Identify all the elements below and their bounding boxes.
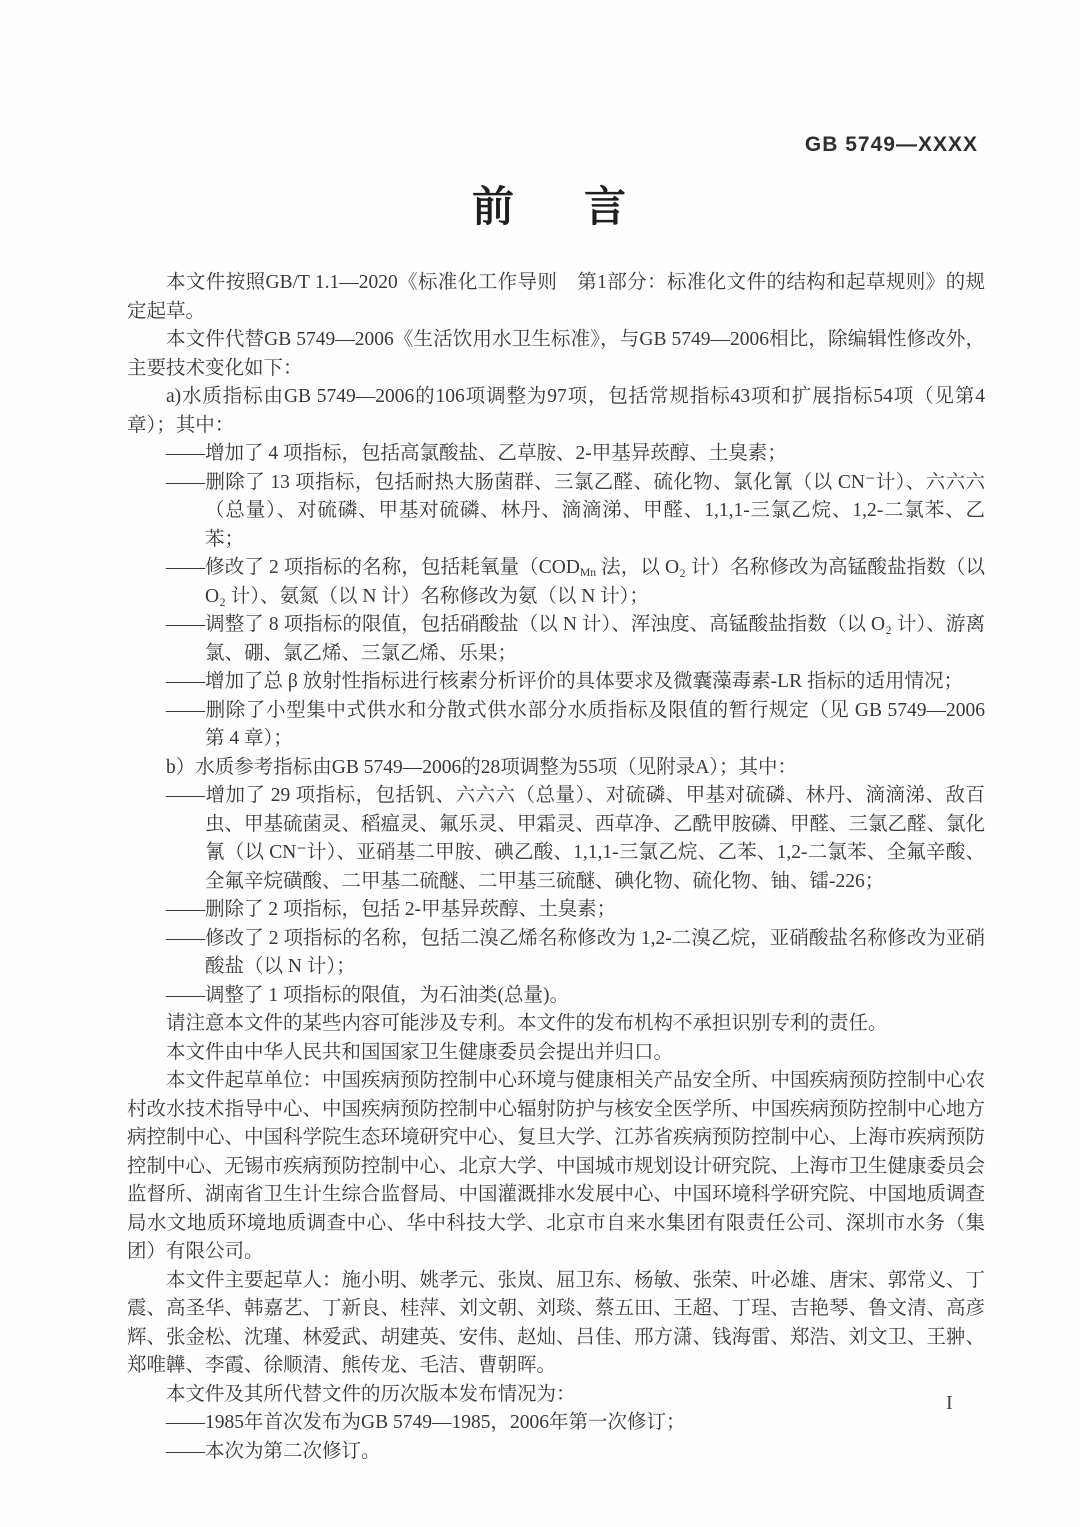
- dash-item: ——调整了 1 项指标的限值，为石油类(总量)。: [166, 984, 569, 1006]
- doc-code: GB 5749—XXXX: [804, 133, 978, 156]
- paragraph: 本文件由中华人民共和国国家卫生健康委员会提出并归口。: [166, 1041, 674, 1063]
- paragraph: 本文件及其所代替文件的历次版本发布情况为：: [166, 1383, 576, 1405]
- dash-item: [127, 554, 985, 611]
- paragraph: 本文件主要起草人：施小明、姚孝元、张岚、屈卫东、杨敏、张荣、叶必雄、唐宋、郭常义、丁震、高圣华、韩嘉艺、丁新良、桂萍、刘文朝、刘琰、蔡五田、王超、丁珵、吉艳琴、鲁文清、高彦辉、张金松、沈瑾、林爱武、胡建英、安伟、赵灿、吕佳、邢方潇、钱海雷、郑浩、刘文卫、王翀、郑唯韡、李霞、徐顺清、熊传龙、毛洁、曹朝晖。: [127, 1269, 986, 1376]
- page-title: 前 言: [471, 183, 640, 230]
- paragraph: 本文件起草单位：中国疾病预防控制中心环境与健康相关产品安全所、中国疾病预防控制中心农村改水技术指导中心、中国疾病预防控制中心辐射防护与核安全医学所、中国疾病预防控制中心地方病控制中心、中国科学院生态环境研究中心、复旦大学、江苏省疾病预防控制中心、上海市疾病预防控制中心、无锡市疾病预防控制中心、北京大学、中国城市规划设计研究院、上海市卫生健康委员会监督所、湖南省卫生计生综合监督局、中国灌溉排水发展中心、中国环境科学研究院、中国地质调查局水文地质环境地质调查中心、华中科技大学、北京市自来水集团有限责任公司、深圳市水务（集团）有限公司。: [127, 1070, 986, 1262]
- dash-item: ——删除了 2 项指标，包括 2-甲基异莰醇、土臭素；: [166, 899, 617, 920]
- dash-item: ——修改了 2 项指标的名称，包括二溴乙烯名称修改为 1,2-二溴乙烷，亚硝酸盐名称修改为亚硝酸盐（以 N 计）；: [166, 927, 985, 977]
- dash-item: ——增加了 4 项指标，包括高氯酸盐、乙草胺、2-甲基异莰醇、土臭素；: [166, 443, 787, 464]
- dash-item-text: ——修改了 2 项指标的名称，包括耗氧量（COD: [166, 557, 580, 578]
- paragraph: 请注意本文件的某些内容可能涉及专利。本文件的发布机构不承担识别专利的责任。: [166, 1013, 888, 1034]
- dash-item: ——删除了 13 项指标，包括耐热大肠菌群、三氯乙醛、硫化物、氯化氰（以 CN⁻计）、六六六（总量）、对硫磷、甲基对硫磷、林丹、滴滴涕、甲醛、1,1,1-三氯乙烷、1,2-二氯苯、乙苯；: [166, 471, 985, 550]
- dash-item: ——调整了 8 项指标的限值，包括硝酸盐（以 N 计）、浑浊度、高锰酸盐指数（以 O₂ 计）、游离氯、硼、氯乙烯、三氯乙烯、乐果；: [166, 614, 985, 664]
- page-number: I: [946, 1392, 953, 1414]
- dash-item: ——增加了总 β 放射性指标进行核素分析评价的具体要求及微囊藻毒素-LR 指标的适用情况；: [166, 671, 963, 692]
- paragraph: a)水质指标由GB 5749—2006的106项调整为97项，包括常规指标43项和扩展指标54项（见第4章）；其中：: [127, 386, 985, 436]
- dash-item: ——增加了 29 项指标，包括钒、六六六（总量）、对硫磷、甲基对硫磷、林丹、滴滴涕、敌百虫、甲基硫菌灵、稻瘟灵、氟乐灵、甲霜灵、西草净、乙酰甲胺磷、甲醛、三氯乙醛、氯化氰（以 CN⁻计）、亚硝基二甲胺、碘乙酸、1,1,1-三氯乙烷、乙苯、1,2-二氯苯、全氟辛酸、全氟辛烷磺酸、二甲基二硫醚、二甲基三硫醚、碘化物、硫化物、铀、镭-226；: [166, 785, 986, 892]
- dash-item: ——删除了小型集中式供水和分散式供水部分水质指标及限值的暂行规定（见 GB 5749—2006 第 4 章）；: [166, 699, 985, 749]
- subscript-mn: Mn: [579, 565, 597, 579]
- paragraph: 本文件按照GB/T 1.1—2020《标准化工作导则 第1部分：标准化文件的结构和起草规则》的规定起草。: [127, 272, 985, 322]
- paragraph: 本文件代替GB 5749—2006《生活饮用水卫生标准》，与GB 5749—2006相比，除编辑性修改外，主要技术变化如下：: [127, 329, 985, 379]
- paragraph: b）水质参考指标由GB 5749—2006的28项调整为55项（见附录A）；其中：: [166, 756, 798, 778]
- document-body: [127, 269, 985, 1466]
- dash-item: ——本次为第二次修订。: [166, 1440, 381, 1462]
- dash-item-text: 法，以 O₂ 计）名称修改为高锰酸盐指数（以 O₂ 计）、氨氮（以 N 计）名称修改为氨（以 N 计）；: [205, 557, 986, 607]
- dash-item: ——1985年首次发布为GB 5749—1985，2006年第一次修订；: [166, 1412, 686, 1433]
